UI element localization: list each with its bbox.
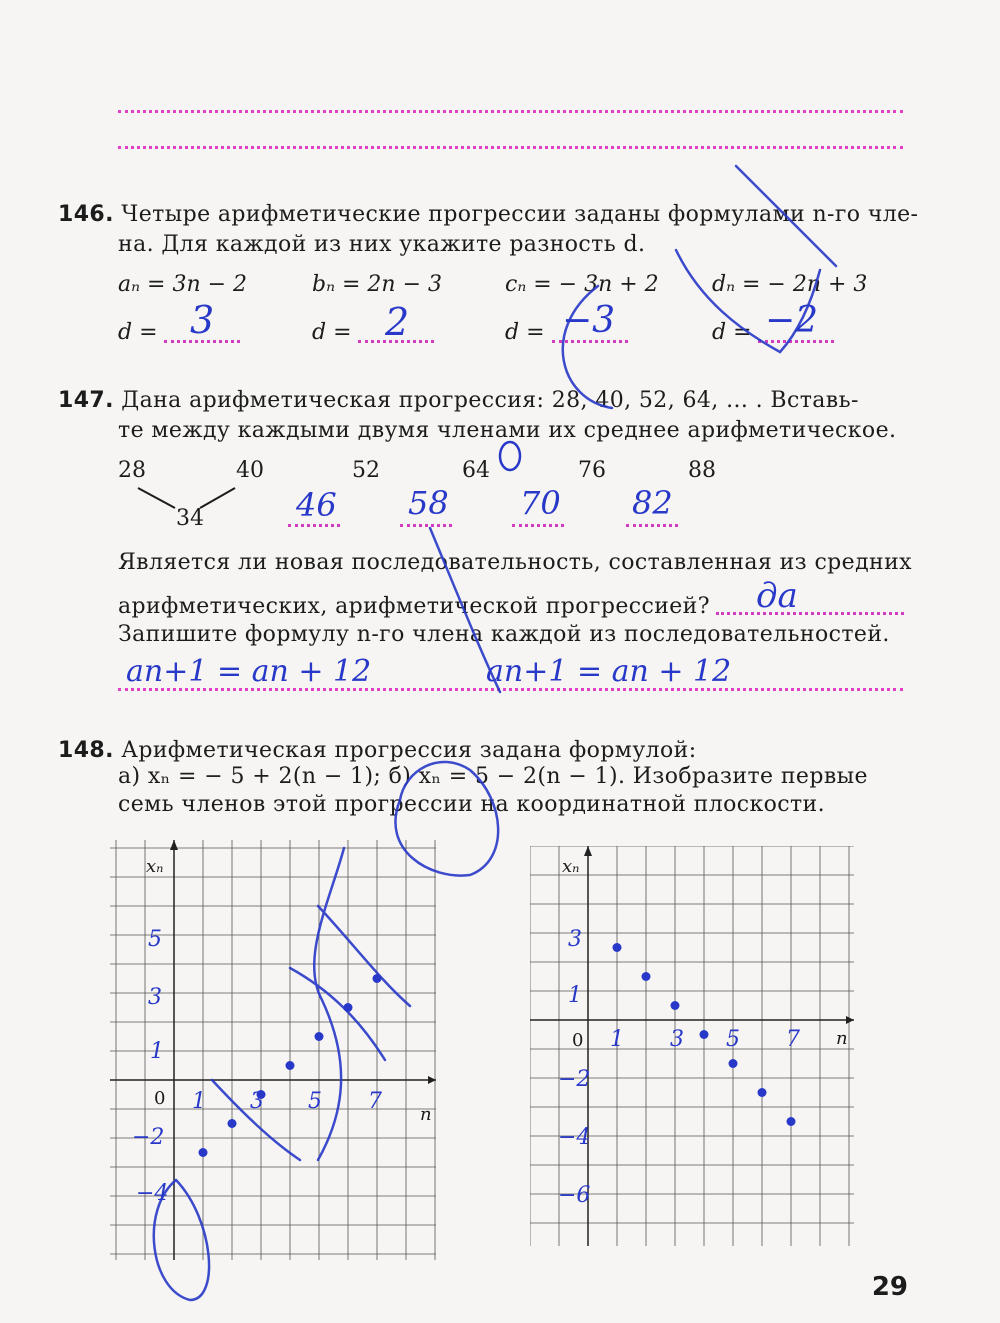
sequence-term: 64: [462, 458, 490, 483]
handwritten-answer: 70: [520, 484, 561, 522]
handwritten-answer: 82: [632, 484, 673, 522]
formula-a: aₙ = 3n − 2: [118, 272, 248, 297]
task-text: Арифметическая прогрессия задана формулой:: [121, 738, 697, 763]
d-label: d =: [505, 320, 545, 345]
formula-b: bₙ = 2n − 3: [312, 272, 443, 297]
y-axis-label: xₙ: [146, 856, 164, 877]
sequence-term: 88: [688, 458, 716, 483]
x-axis-label: n: [836, 1028, 848, 1049]
hand-tick-label: 3: [148, 985, 162, 1010]
scribble-stroke: [430, 528, 500, 692]
hand-tick-label: −2: [558, 1067, 591, 1092]
example-mean: 34: [176, 506, 204, 531]
hand-tick-label: 7: [786, 1027, 800, 1052]
task-number: 148.: [58, 738, 114, 763]
hand-tick-label: 3: [250, 1089, 264, 1114]
sequence-term: 40: [236, 458, 264, 483]
hand-tick-label: 5: [148, 927, 162, 952]
hand-tick-label: −2: [132, 1125, 165, 1150]
hand-tick-label: 3: [670, 1027, 684, 1052]
question-line2: арифметических, арифметической прогрессией?: [118, 594, 710, 619]
scribble-stroke: [676, 250, 820, 352]
hand-tick-label: 7: [368, 1089, 382, 1114]
task-148-line3: семь членов этой прогрессии на координатной плоскости.: [118, 792, 825, 817]
task-number: 146.: [58, 202, 114, 227]
handwritten-answer: −2: [765, 300, 819, 341]
question-line1: Является ли новая последовательность, составленная из средних: [118, 550, 912, 575]
hand-tick-label: 1: [568, 983, 582, 1008]
origin-label: 0: [154, 1088, 166, 1109]
task-148-line2: а) xₙ = − 5 + 2(n − 1); б) xₙ = 5 − 2(n − 1). Изобразите первые: [118, 764, 868, 789]
x-axis-label: n: [420, 1104, 432, 1125]
task-text: Дана арифметическая прогрессия: 28, 40, 52, 64, ... . Вставь-: [121, 388, 859, 413]
hand-tick-label: −4: [136, 1181, 169, 1206]
handwritten-answer: 46: [296, 486, 337, 524]
scribble-stroke: [563, 286, 612, 408]
formula-c: cₙ = − 3n + 2: [505, 272, 659, 297]
handwritten-formula: an+1 = an + 12: [126, 654, 372, 689]
hand-tick-label: 1: [150, 1039, 164, 1064]
formula-d: dₙ = − 2n + 3: [712, 272, 868, 297]
hand-tick-label: 5: [308, 1089, 322, 1114]
scribble-stroke: [736, 166, 836, 266]
hand-tick-label: 5: [726, 1027, 740, 1052]
formula-prompt: Запишите формулу n-го члена каждой из последовательностей.: [118, 622, 890, 647]
task-147-line2: те между каждыми двумя членами их среднее арифметическое.: [118, 418, 897, 443]
sequence-term: 76: [578, 458, 606, 483]
sequence-term: 52: [352, 458, 380, 483]
task-number: 147.: [58, 388, 114, 413]
scribble-stroke: [500, 442, 520, 470]
handwritten-answer: 3: [190, 298, 215, 342]
scribble-stroke: [395, 762, 498, 876]
hand-tick-label: −6: [558, 1183, 591, 1208]
task-146-line2: на. Для каждой из них укажите разность d.: [118, 232, 646, 257]
hand-tick-label: 1: [192, 1089, 206, 1114]
hand-tick-label: 1: [610, 1027, 624, 1052]
hand-tick-label: −4: [558, 1125, 591, 1150]
handwritten-answer: да: [756, 576, 798, 616]
sequence-term: 28: [118, 458, 146, 483]
origin-label: 0: [572, 1030, 584, 1051]
hand-tick-label: 3: [568, 927, 582, 952]
handwritten-answer: −3: [562, 300, 616, 341]
handwritten-formula: an+1 = an + 12: [486, 654, 732, 689]
y-axis-label: xₙ: [562, 856, 580, 877]
page-number: 29: [871, 1272, 908, 1302]
d-label: d =: [312, 320, 352, 345]
d-label: d =: [712, 320, 752, 345]
scribble-stroke: [154, 1180, 209, 1300]
scribble-stroke: [212, 1080, 300, 1160]
task-text: Четыре арифметические прогрессии заданы формулами n-го чле-: [121, 202, 919, 227]
scribble-stroke: [318, 906, 410, 1006]
d-label: d =: [118, 320, 158, 345]
handwritten-answer: 58: [408, 484, 449, 522]
handwritten-answer: 2: [385, 300, 410, 344]
